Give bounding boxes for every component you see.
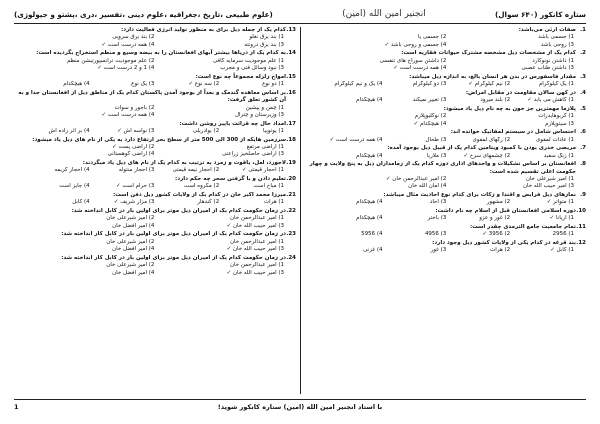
question-text: میرزا محمد اکبر خان در کدام یک از ولایات کشور ذیل دفن است:: [113, 192, 286, 199]
question-item: [308, 145, 586, 160]
page-footer: [14, 399, 586, 414]
question-number: 19.: [286, 160, 296, 167]
answer-options: [14, 128, 296, 135]
answer-option: 4) همه درست است ✓: [393, 65, 447, 72]
answer-option: 3) حرام است ✓: [116, 183, 155, 190]
answer-option: 4) امیر افضل خان: [112, 246, 155, 253]
question-item: [14, 208, 296, 230]
answer-option: 3) داشتن طناب عصبی: [521, 65, 574, 72]
answer-options: [14, 239, 296, 254]
question-text: در زمان حکومت کدام یک از امیران ذیل موتر برای اولین بار در کابل کار انداخته شد:: [61, 254, 286, 261]
question-number: 5.: [580, 105, 586, 112]
answer-option: 1) بند برق نغلو: [249, 34, 284, 41]
answer-options: [14, 262, 296, 277]
question-item: [308, 27, 586, 49]
answer-option: 3) دو کیلوگرام: [412, 81, 447, 88]
answer-option: 3) غور: [430, 247, 447, 254]
question-item: [308, 224, 586, 239]
question-item: [14, 160, 296, 175]
answer-option: 2) امیر شیرعلی خان: [106, 238, 155, 245]
answer-option: 3) تغییر نمیکند: [412, 97, 447, 104]
question-item: [14, 74, 296, 89]
answer-option: 4) همه درست است ✓: [101, 41, 155, 48]
question-text: در کهن سالان مقاومت در مقابل امراض:: [465, 89, 576, 96]
answer-options: [14, 105, 296, 120]
answer-options: [308, 176, 586, 191]
question-number: 1.: [580, 27, 586, 33]
column-divider: [300, 27, 301, 394]
question-text: تعلیم دادن و با گرفتن سحر چه حکم دارد:: [175, 176, 286, 183]
answer-options: [14, 81, 296, 88]
answer-option: 4) 1 و 2 درست است ✓: [97, 65, 155, 72]
question-text: امواج زلزله مجموعاً چه نوع است:: [195, 73, 286, 80]
answer-option: 4) امان الله خان: [408, 183, 447, 190]
answer-option: 2) رگهای لمفوی: [472, 136, 511, 143]
answer-option: 2) مشهور: [486, 199, 511, 206]
page-header: [14, 9, 586, 24]
answer-option: 1) اراضی مرتفع: [246, 144, 284, 151]
question-column-right: [308, 27, 586, 392]
question-item: [14, 255, 296, 277]
answer-option: 4) امیر افضل خان: [112, 269, 155, 276]
page-number: 1: [14, 403, 19, 411]
header-subjects: (علوم طبیعی ،تاریخ ،جغرافیه ،علوم دینی ،تفسیر ،دری ،پشتو و جیولوژی): [14, 10, 273, 19]
question-text: افغانستان بر اساس تشکیلات و واحدهای اداری دوره کدام یک از زمامداران ذیل به پنج ولایت و چهار حکومت اعلی تقسیم شده است:: [309, 161, 576, 175]
answer-option: 3) نبود وسائل فنی و مجرب: [220, 65, 284, 72]
question-number: 14.: [286, 50, 296, 57]
answer-option: 1) هرات: [263, 199, 284, 206]
question-item: [14, 121, 296, 136]
answer-option: 4) هیچکدام ✓: [413, 120, 447, 127]
answer-options: [308, 97, 586, 104]
answer-options: [308, 137, 586, 144]
answer-options: [308, 199, 586, 206]
answer-option: 2) علم موجودیت ترانسپورتیشن منظم: [66, 57, 155, 64]
footer-slogan: با استاد انجنیر امین الله (امین) ستاره کانکور شوید!: [217, 403, 383, 411]
answer-option: 1) احجار قیمتی ✓: [241, 167, 284, 174]
answer-option: 3) امیر حبیب الله خان ✓: [226, 246, 284, 253]
answer-option: 2) امیر شیرعلی خان: [106, 262, 155, 269]
answer-option: 2) احجار نیمه قیمتی: [172, 167, 220, 174]
question-number: 20.: [286, 176, 296, 183]
question-item: [308, 129, 586, 144]
answer-option: 4) احجار کریمه: [54, 167, 90, 174]
answer-option: 2) کندهار: [197, 199, 220, 206]
question-text: کدام یک از مشخصات ذیل مشخصه مشترک حیوانات فقاریه است:: [401, 50, 576, 57]
answer-option: 3) سیتوپلازم: [544, 120, 574, 127]
question-text: بند قرغه در کدام یکی از ولایات کشور ذیل وجود دارد:: [432, 240, 576, 247]
question-number: 4.: [580, 89, 586, 96]
answer-option: 4) بر اثر زاده اش: [48, 128, 90, 135]
answer-option: 3) اراضی حاصلخیز زراعتی: [221, 151, 284, 158]
answer-option: 2) بوادریلی: [192, 128, 220, 135]
answer-option: 3) روحی باشد: [540, 41, 574, 48]
answer-option: 4) اراضی کوهستانی: [107, 151, 155, 158]
question-number: 15.: [286, 73, 296, 80]
answer-options: [14, 215, 296, 230]
question-item: [14, 50, 296, 72]
answer-option: 1) کابل ✓: [550, 247, 574, 254]
question-item: [14, 176, 296, 191]
answer-option: 2) نیم کیلوگرام ✓: [468, 81, 511, 88]
question-number: 12.: [576, 240, 586, 247]
answer-option: 4) یک و نیم کیلوگرام: [334, 81, 383, 88]
answer-option: 2) باجور و سوات: [114, 104, 155, 111]
answer-option: 1) کربوهایدرات: [538, 113, 574, 120]
answer-option: 1) یوتوپیا: [262, 128, 284, 135]
answer-option: 1) امیر شیرعلی خان: [525, 176, 574, 183]
question-item: [308, 50, 586, 72]
answer-option: 1) 2956: [552, 231, 574, 238]
question-number: 3.: [580, 73, 586, 80]
question-number: 22.: [286, 208, 296, 215]
answer-options: [14, 34, 296, 49]
question-item: [308, 161, 586, 191]
answer-option: 3) باختر: [427, 215, 447, 222]
answer-option: 3) مزار شریف ✓: [113, 199, 155, 206]
answer-option: 3) امیر حبیب الله خان: [522, 183, 574, 190]
answer-option: 1) مباح است: [253, 183, 284, 190]
answer-option: 4) هیچکدام: [356, 152, 383, 159]
question-number: 17.: [286, 120, 296, 127]
answer-options: [14, 183, 296, 190]
question-text: مریضی خدری بودن با کمبود ویتامین کدام یک از قبیل ذیل بوجود آمده:: [387, 145, 576, 152]
answer-options: [308, 215, 586, 222]
question-item: [308, 240, 586, 255]
answer-options: [308, 58, 586, 73]
answer-option: 1) دو نوع: [262, 81, 284, 88]
answer-option: 3) امیر حبیب الله خان ✓: [226, 269, 284, 276]
question-number: 13.: [286, 27, 296, 33]
answer-option: 2) مکروه است: [183, 183, 220, 190]
answer-option: 2) جسمی یا: [417, 34, 447, 41]
question-text: امداد حال چه قرائت یاپیر روشن داشت:: [179, 120, 286, 127]
answer-option: 3) احاد: [429, 199, 447, 206]
question-number: 21.: [286, 192, 296, 199]
answer-option: 2) سه نوع ✓: [188, 81, 220, 88]
answer-option: 4) هیچکدام: [356, 215, 383, 222]
answer-options: [14, 58, 296, 73]
answer-option: 1) متواتر ✓: [546, 199, 574, 206]
question-number: 7.: [580, 145, 586, 152]
answer-option: 3) امیر حبیب الله خان ✓: [226, 222, 284, 229]
answer-option: 2) بلند میرود: [480, 97, 511, 104]
answer-option: 1) علم موجودیت سرمایه کافی: [212, 57, 284, 64]
answer-option: 1) زنگ سفید: [543, 152, 574, 159]
answer-option: 1) چمن و پیشین: [245, 104, 284, 111]
answer-option: 4) غزنی: [363, 247, 383, 254]
answer-option: 3) طحال: [425, 136, 447, 143]
question-text: مقدار فاسفورس در بدن هر انسان بالغ، به اندازه ذیل میباشد:: [409, 73, 576, 80]
answer-option: 1) داشتن نوتوکارد: [532, 57, 574, 64]
answer-option: 2) غور و عزو: [479, 215, 511, 222]
header-series-title: ستاره کانکور (۶۴۰ سوال): [494, 10, 586, 19]
question-text: صفات ارثی می‌باشد:: [518, 27, 576, 33]
header-author: انجنیر امین الله (امین): [342, 9, 426, 19]
answer-option: 4) همه درست است ✓: [329, 136, 383, 143]
answer-option: 2) 3956 ✓: [482, 231, 511, 238]
answer-option: 4) کابل: [72, 199, 90, 206]
question-number: 18.: [286, 136, 296, 143]
question-item: [308, 90, 586, 105]
answer-option: 3) 4956: [424, 231, 447, 238]
answer-option: 4) جسمی و روحی باشد ✓: [384, 41, 447, 48]
answer-option: 2) نوکلیوپلازم: [414, 113, 447, 120]
answer-option: 4) هیچکدام: [356, 97, 383, 104]
answer-option: 1) آریانا ✓: [549, 215, 574, 222]
answer-option: 1) امیر عبدالرحمن خان: [229, 262, 284, 269]
question-number: 8.: [580, 161, 586, 168]
answer-option: 2) امیر شیرعلی خان: [106, 215, 155, 222]
answer-options: [308, 247, 586, 254]
answer-option: 2) بند برق سروبی: [112, 34, 155, 41]
question-text: دوره اسلامی افغانستان قبل از اسلام چه نام داشت:: [435, 208, 576, 215]
question-item: [308, 192, 586, 207]
question-number: 9.: [580, 192, 586, 199]
answer-option: 1) یک کیلوگرام: [538, 81, 574, 88]
answer-option: 1) امیر عبدالرحمن خان: [229, 238, 284, 245]
answer-option: 4) همه درست است ✓: [101, 112, 155, 119]
answer-option: 1) جسمی باشد: [538, 34, 574, 41]
answer-option: 4) جایز است: [59, 183, 90, 190]
answer-option: 4) 5956: [361, 231, 383, 238]
question-item: [14, 137, 296, 159]
question-text: تمام جامعیت جامع الترمذی چقدر است:: [469, 224, 576, 231]
question-number: 10.: [576, 208, 586, 215]
question-item: [14, 192, 296, 207]
question-text: کدام یک از جمله ذیل برای به منظور تولید انرژی فعالیت دارد:: [121, 27, 286, 33]
answer-options: [14, 167, 296, 174]
question-text: به کدام یک از دریاها بیشتر آبهای افغانستان را به بیضه وسیع و منظم استخراج بگردیده است:: [36, 50, 286, 57]
answer-option: 3) ملاریا: [426, 152, 447, 159]
answer-options: [308, 113, 586, 128]
answer-option: 3) یک نوع: [131, 81, 155, 88]
question-item: [14, 27, 296, 49]
answer-options: [308, 231, 586, 238]
answer-option: 1) کاهش می یابد ✓: [527, 97, 574, 104]
question-column-left: [14, 27, 296, 392]
answer-options: [308, 81, 586, 88]
question-text: در زمان حکومت کدام یک از امیران ذیل موتر برای اولین بار در کابل کار انداخته شد:: [61, 231, 286, 238]
answer-options: [308, 34, 586, 49]
answer-option: 4) هیچکدام: [63, 81, 90, 88]
question-item: [308, 74, 586, 89]
answer-options: [14, 199, 296, 206]
question-item: [308, 208, 586, 223]
question-number: 23.: [286, 231, 296, 238]
answer-option: 3) وزیرستان و چترال: [234, 112, 284, 119]
question-item: [14, 90, 296, 120]
question-item: [14, 231, 296, 253]
question-text: احتساس شامل در سیستم لمفاتیک خوانده اند:: [450, 129, 576, 136]
question-text: سرزمین هایکه از 300 الی 500 متر از سطح بحر ارتفاع دارد به یکی از نام های ذیل یاد میشود:: [32, 136, 286, 143]
answer-option: 3) احجار منتوله: [118, 167, 155, 174]
answer-option: 2) هرات: [490, 247, 511, 254]
answer-option: 2) چشمهای سرخ ✓: [463, 152, 511, 159]
answer-option: 1) عادات لمفوی: [535, 136, 574, 143]
question-text: بر اساس معاهده گندمک و بعداً از بوجود آمدن پاکستان کدام یک از مناطق ذیل از افغانستان جدا و به آن کشور تعلق گرفت:: [18, 89, 286, 104]
question-item: [308, 106, 586, 128]
answer-option: 4) امیر افضل خان: [112, 222, 155, 229]
answer-options: [308, 153, 586, 160]
question-number: 11.: [576, 224, 586, 231]
answer-option: 2) اراضی پست ✓: [112, 144, 155, 151]
question-number: 6.: [580, 129, 586, 136]
question-number: 2.: [580, 50, 586, 57]
answer-option: 3) بند برق درونته: [244, 41, 284, 48]
answer-option: 4) هیچکدام: [356, 199, 383, 206]
answer-option: 1) امیر عبدالرحمن خان: [229, 215, 284, 222]
question-text: پلازما مهمترین جز خون به چه نام ذیل یاد میشود:: [443, 105, 576, 112]
question-text: لاجورد، لعل، یاقوت و زمرد به ترتیب به کدام یک از نام های ذیل یاد میگردند:: [82, 160, 286, 167]
question-text: در زمان حکومت کدام یک از امیران ذیل موتر برای اولین بار در کابل انداخته شد:: [71, 208, 286, 215]
question-text: نمازهای ذیل فرایض و اقتدا و زکات برای کدام نوع احادیث مثال میباشد:: [383, 192, 576, 199]
question-number: 24.: [286, 254, 296, 261]
answer-option: 2) داشتن سوراخ های تنفسی: [379, 57, 447, 64]
answer-option: 3) نواسه اش ✓: [117, 128, 155, 135]
question-number: 16.: [286, 89, 296, 96]
answer-options: [14, 144, 296, 159]
answer-option: 2) امیر عبدالرحمن خان ✓: [385, 176, 447, 183]
